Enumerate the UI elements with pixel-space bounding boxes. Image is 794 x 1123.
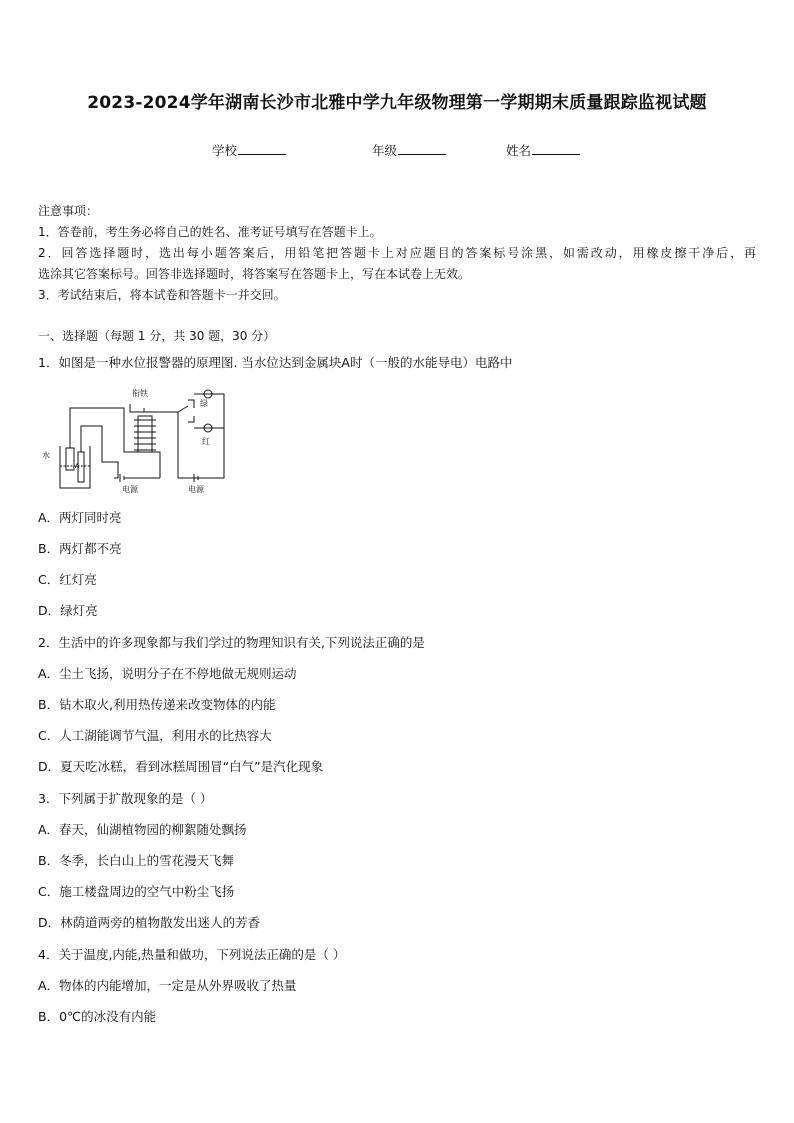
- grade-label: 年级: [372, 143, 398, 158]
- notice-item-3: 3．考试结束后，将本试卷和答题卡一并交回。: [38, 288, 286, 302]
- school-field: [212, 141, 286, 159]
- q2-option-c: C．人工湖能调节气温，利用水的比热容大: [38, 728, 272, 743]
- power-source-label-2: 电源: [188, 485, 204, 494]
- water-label: 水: [42, 451, 50, 460]
- metal-block-label: A: [75, 463, 80, 470]
- notice-item-2: 2．回答选择题时，选出每小题答案后，用铅笔把答题卡上对应题目的答案标号涂黑，如需改动，用橡皮擦干净后，再: [38, 246, 756, 260]
- q3-option-b: B．冬季，长白山上的雪花漫天飞舞: [38, 853, 235, 868]
- question-1-stem: 1．如图是一种水位报警器的原理图. 当水位达到金属块A时（一般的水能导电）电路中: [38, 355, 513, 370]
- grade-field: [372, 141, 446, 159]
- notice-item-2-cont: 选涂其它答案标号。回答非选择题时，将答案写在答题卡上，写在本试卷上无效。: [38, 267, 471, 281]
- q4-option-a: A．物体的内能增加，一定是从外界吸收了热量: [38, 978, 297, 993]
- section-heading: 一、选择题（每题 1 分，共 30 题，30 分）: [38, 329, 276, 343]
- notice-item-1: 1．答卷前，考生务必将自己的姓名、准考证号填写在答题卡上。: [38, 225, 382, 239]
- q1-option-d: D．绿灯亮: [38, 603, 98, 618]
- q1-option-a: A．两灯同时亮: [38, 510, 122, 525]
- name-label: 姓名: [506, 143, 532, 158]
- school-blank: [238, 142, 286, 155]
- name-field: [506, 141, 580, 159]
- power-source-label-1: 电源: [122, 485, 138, 494]
- red-lamp-label: 红: [202, 437, 210, 446]
- notice-heading: 注意事项：: [38, 204, 99, 218]
- water-level-alarm-diagram: [38, 386, 234, 494]
- armature-label: 衔铁: [132, 389, 148, 398]
- question-4-stem: 4．关于温度,内能,热量和做功，下列说法正确的是（ ）: [38, 947, 346, 962]
- question-3-stem: 3．下列属于扩散现象的是（ ）: [38, 791, 213, 806]
- q3-option-d: D．林荫道两旁的植物散发出迷人的芳香: [38, 915, 261, 930]
- q3-option-a: A．春天，仙湖植物园的柳絮随处飘扬: [38, 822, 247, 837]
- q3-option-c: C．施工楼盘周边的空气中粉尘飞扬: [38, 884, 235, 899]
- green-lamp-label: 绿: [200, 399, 208, 408]
- school-label: 学校: [212, 143, 238, 158]
- q2-option-b: B．钻木取火,利用热传递来改变物体的内能: [38, 697, 276, 712]
- q1-option-b: B．两灯都不亮: [38, 541, 122, 556]
- q4-option-b: B．0℃的冰没有内能: [38, 1009, 157, 1024]
- name-blank: [532, 142, 580, 155]
- q2-option-d: D．夏天吃冰糕，看到冰糕周围冒“白气”是汽化现象: [38, 759, 324, 774]
- question-2-stem: 2．生活中的许多现象都与我们学过的物理知识有关,下列说法正确的是: [38, 635, 425, 650]
- q2-option-a: A．尘土飞扬，说明分子在不停地做无规则运动: [38, 666, 297, 681]
- exam-title: 2023-2024学年湖南长沙市北雅中学九年级物理第一学期期末质量跟踪监视试题: [87, 93, 707, 113]
- q1-option-c: C．红灯亮: [38, 572, 97, 587]
- grade-blank: [398, 142, 446, 155]
